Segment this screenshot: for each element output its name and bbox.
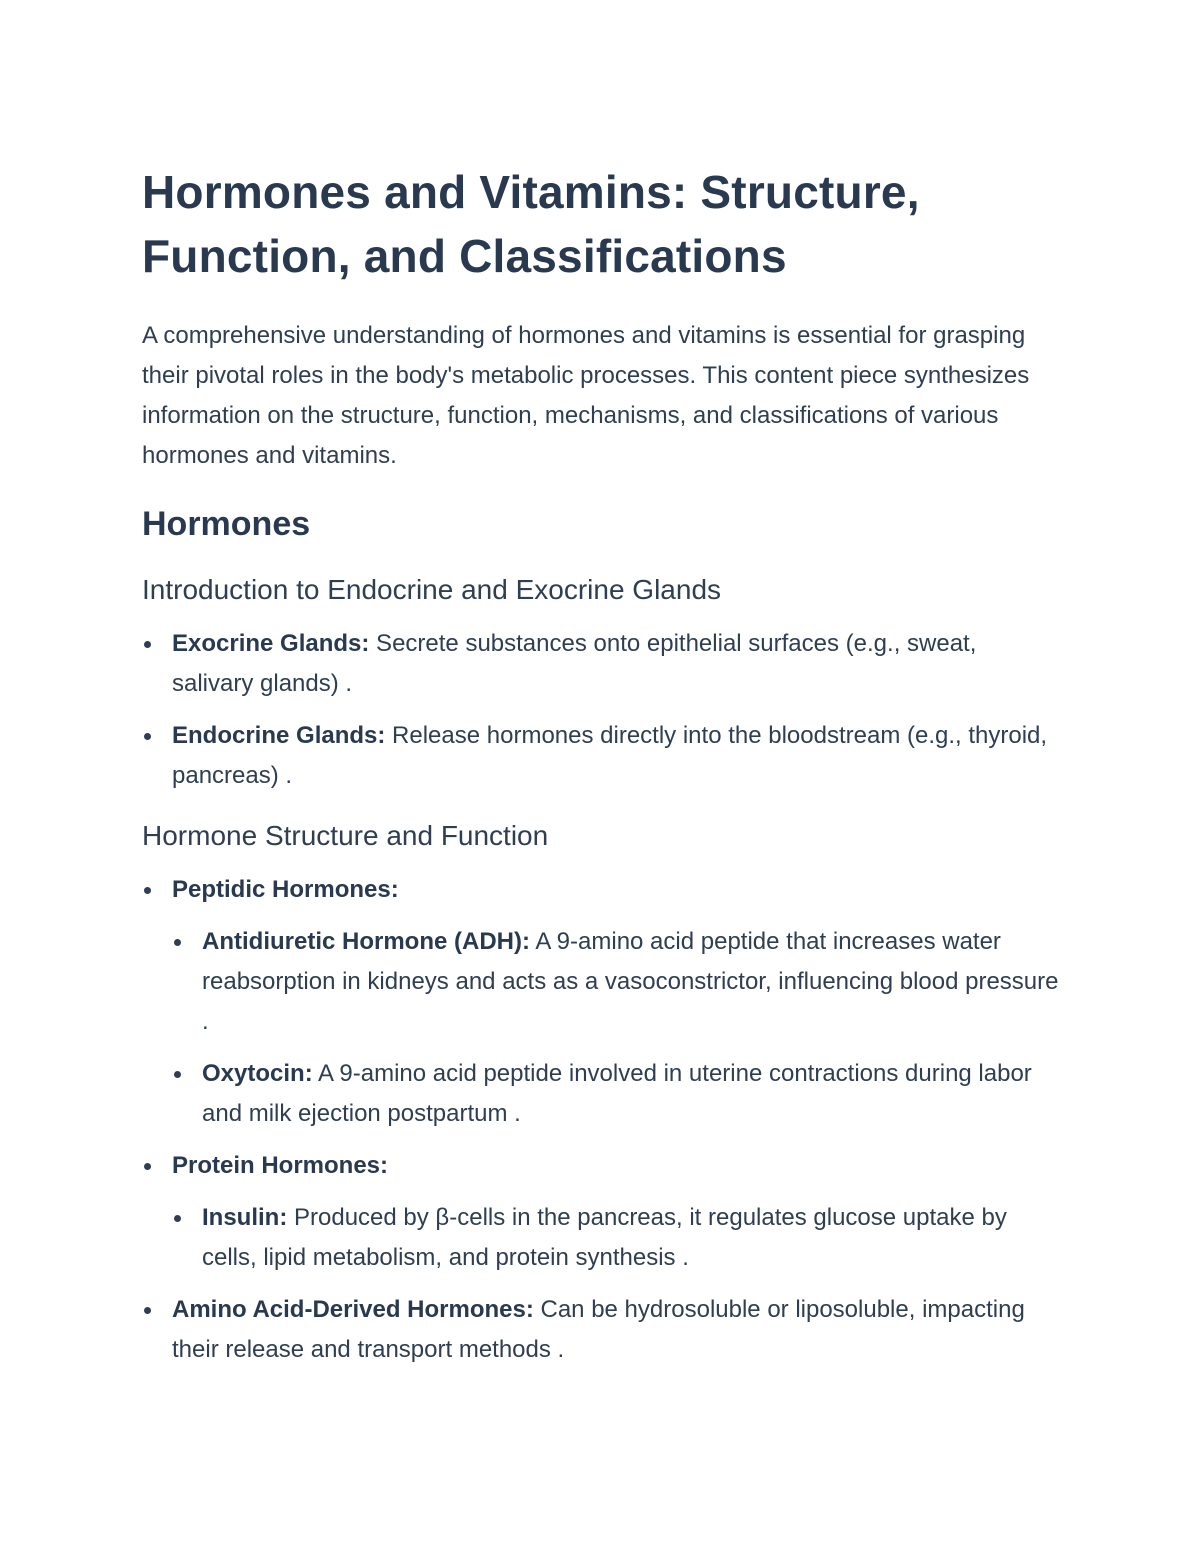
list-item-term: Insulin:	[202, 1204, 288, 1231]
structure-list	[142, 870, 1062, 1370]
list-item	[142, 1290, 1062, 1370]
list-item-text: Produced by β-cells in the pancreas, it regulates glucose uptake by cells, lipid metabolism, and protein synthesis .	[202, 1204, 1007, 1271]
document-page	[142, 160, 1062, 1382]
list-item-text: A 9-amino acid peptide that increases water reabsorption in kidneys and acts as a vasoconstrictor, influencing blood pressure .	[202, 928, 1059, 1035]
list-item-text: Release hormones directly into the bloodstream (e.g., thyroid, pancreas) .	[172, 722, 1048, 789]
protein-sublist	[172, 1198, 1062, 1278]
list-item-term: Protein Hormones:	[172, 1152, 389, 1179]
list-item-term: Exocrine Glands:	[172, 630, 370, 657]
subheading-structure: Hormone Structure and Function	[142, 820, 549, 851]
sublist-item	[172, 1054, 1062, 1134]
list-item-term: Antidiuretic Hormone (ADH):	[202, 928, 530, 955]
list-item-text: A 9-amino acid peptide involved in uterine contractions during labor and milk ejection postpartum .	[202, 1060, 1032, 1127]
peptidic-sublist	[172, 922, 1062, 1134]
list-item-text: Can be hydrosoluble or liposoluble, impacting their release and transport methods .	[172, 1296, 1025, 1363]
list-item	[142, 1146, 1062, 1278]
glands-list	[142, 624, 1062, 796]
sublist-item	[172, 1198, 1062, 1278]
list-item-term: Oxytocin:	[202, 1060, 313, 1087]
sublist-item	[172, 922, 1062, 1042]
list-item	[142, 870, 1062, 1134]
page-title: Hormones and Vitamins: Structure, Function, and Classifications	[142, 166, 920, 282]
subheading-glands: Introduction to Endocrine and Exocrine Glands	[142, 574, 722, 605]
section-heading-hormones: Hormones	[142, 505, 311, 543]
list-item	[142, 624, 1062, 704]
list-item-term: Endocrine Glands:	[172, 722, 386, 749]
list-item-text: Secrete substances onto epithelial surfaces (e.g., sweat, salivary glands) .	[172, 630, 977, 697]
list-item-term: Peptidic Hormones:	[172, 876, 399, 903]
list-item-term: Amino Acid-Derived Hormones:	[172, 1296, 534, 1323]
intro-paragraph: A comprehensive understanding of hormones and vitamins is essential for grasping their pivotal roles in the body's metabolic processes. This content piece synthesizes information on the structure, function, mechanisms, and classifications of various hormones and vitamins.	[142, 322, 1030, 469]
list-item	[142, 716, 1062, 796]
